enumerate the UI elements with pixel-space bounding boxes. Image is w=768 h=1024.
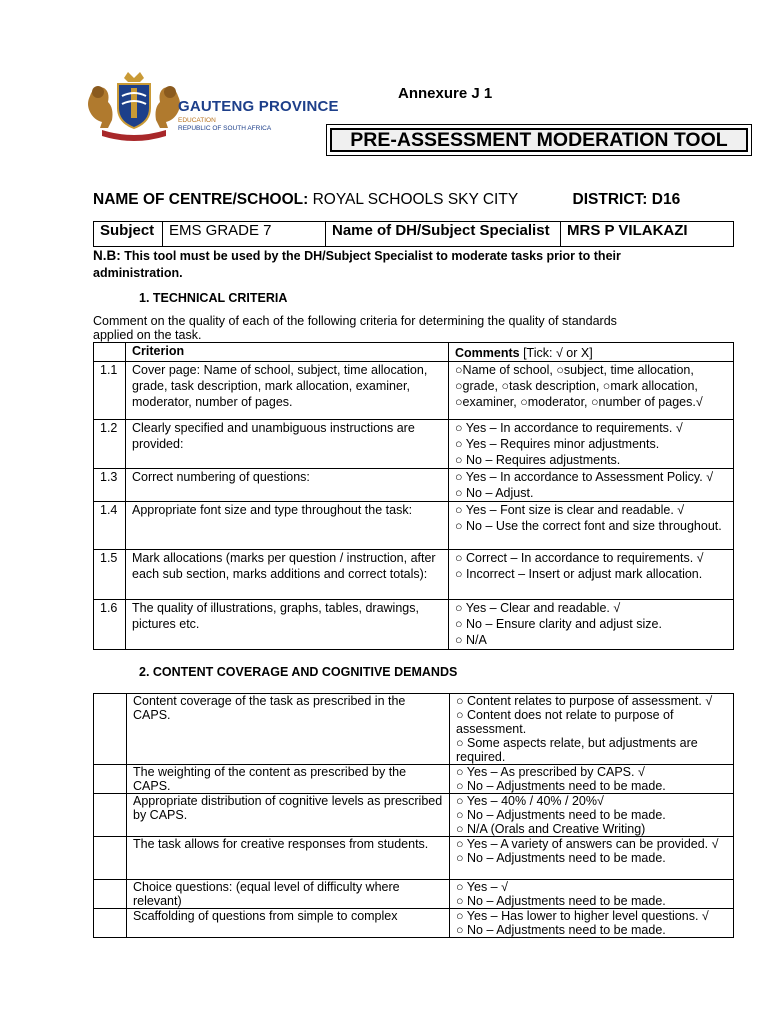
- coat-of-arms-icon: [84, 66, 184, 142]
- row-number: 1.1: [94, 362, 126, 420]
- subject-label: Subject: [100, 222, 155, 239]
- criterion-cell: The task allows for creative responses from students.: [127, 837, 450, 880]
- subject-value-cell: [163, 222, 326, 247]
- comment-option: ○grade, ○task description, ○mark allocation,: [455, 379, 698, 393]
- table-row: [94, 502, 734, 550]
- nb-label: N.B:: [93, 248, 121, 263]
- criterion-cell: Clearly specified and unambiguous instructions are provided:: [126, 420, 449, 469]
- table-row: [94, 837, 734, 880]
- comment-option: ○ No – Adjustments need to be made.: [456, 894, 666, 908]
- table-row: [94, 765, 734, 794]
- table-row: [94, 469, 734, 502]
- criterion-cell: Mark allocations (marks per question / instruction, after each sub section, marks additions and correct totals):: [126, 550, 449, 600]
- technical-criteria-rows: [94, 362, 734, 650]
- logo-province-name: GAUTENG PROVINCE: [178, 98, 339, 115]
- criterion-cell: Cover page: Name of school, subject, time allocation, grade, task description, mark allocation, examiner, moderator, number of pages.: [126, 362, 449, 420]
- comment-option: ○ Some aspects relate, but adjustments are required.: [456, 736, 698, 764]
- comments-cell: [449, 362, 734, 420]
- comments-cell: [449, 600, 734, 650]
- centre-line: [93, 191, 680, 209]
- title-frame: [326, 124, 752, 156]
- comment-option: ○ Yes – A variety of answers can be provided. √: [456, 837, 719, 851]
- comments-cell: [449, 469, 734, 502]
- dh-value: MRS P VILAKAZI: [567, 222, 688, 239]
- nb-note: [93, 247, 693, 282]
- comment-option: ○ Yes – Clear and readable. √: [455, 601, 621, 615]
- comment-option: ○ Content relates to purpose of assessment. √: [456, 694, 713, 708]
- comment-option: ○ Yes – 40% / 40% / 20%√: [456, 794, 604, 808]
- comment-option: ○ Yes – In accordance to requirements. √: [455, 421, 683, 435]
- comments-cell: [450, 837, 734, 880]
- row-number: 1.4: [94, 502, 126, 550]
- table-row: [94, 909, 734, 938]
- comment-option: ○ Content does not relate to purpose of assessment.: [456, 708, 674, 736]
- subject-row: [94, 222, 734, 247]
- district-value: D16: [651, 191, 681, 208]
- comment-option: ○ Yes – As prescribed by CAPS. √: [456, 765, 645, 779]
- comments-cell: [450, 765, 734, 794]
- row-number: [94, 765, 127, 794]
- logo-department: EDUCATION: [178, 117, 216, 124]
- comments-cell: [450, 694, 734, 765]
- criterion-cell: Content coverage of the task as prescribed in the CAPS.: [127, 694, 450, 765]
- nb-text: This tool must be used by the DH/Subject Specialist to moderate tasks prior to their administration.: [93, 249, 621, 280]
- row-number: [94, 880, 127, 909]
- logo-wordmark: [178, 98, 339, 133]
- comment-option: ○ Yes – Requires minor adjustments.: [455, 437, 660, 451]
- centre-value: ROYAL SCHOOLS SKY CITY: [312, 191, 518, 208]
- table-row: [94, 694, 734, 765]
- comment-option: ○ N/A: [455, 633, 487, 647]
- comment-option: ○ Correct – In accordance to requirements. √: [455, 551, 704, 565]
- row-number: 1.3: [94, 469, 126, 502]
- row-number: 1.6: [94, 600, 126, 650]
- content-coverage-table: [93, 693, 734, 938]
- table-row: [94, 550, 734, 600]
- criterion-cell: Choice questions: (equal level of difficulty where relevant): [127, 880, 450, 909]
- dh-value-cell: [561, 222, 734, 247]
- comments-cell: [450, 909, 734, 938]
- table-row: [94, 794, 734, 837]
- comment-option: ○ No – Adjustments need to be made.: [456, 779, 666, 793]
- comment-option: ○ Yes – Has lower to higher level questions. √: [456, 909, 709, 923]
- table-row: [94, 362, 734, 420]
- technical-criteria-table: [93, 342, 734, 650]
- subject-value: EMS GRADE 7: [169, 222, 272, 239]
- row-number: 1.5: [94, 550, 126, 600]
- section-1-heading: 1. TECHNICAL CRITERIA: [139, 291, 288, 305]
- comment-option: ○ No – Ensure clarity and adjust size.: [455, 617, 662, 631]
- criterion-cell: Scaffolding of questions from simple to complex: [127, 909, 450, 938]
- row-number: [94, 837, 127, 880]
- comments-tick-note: [Tick: √ or X]: [523, 346, 593, 360]
- comments-header-cell: [449, 343, 734, 362]
- comment-option: ○ No – Adjustments need to be made.: [456, 851, 666, 865]
- row-number: [94, 694, 127, 765]
- subject-table: [93, 221, 734, 247]
- document-title: PRE-ASSESSMENT MODERATION TOOL: [330, 128, 748, 152]
- subject-label-cell: [94, 222, 163, 247]
- table-row: [94, 420, 734, 469]
- comment-option: ○ No – Use the correct font and size throughout.: [455, 519, 722, 533]
- comments-cell: [449, 502, 734, 550]
- comment-option: ○examiner, ○moderator, ○number of pages.√: [455, 395, 703, 409]
- number-header-cell: [94, 343, 126, 362]
- comments-cell: [450, 794, 734, 837]
- criterion-header: Criterion: [132, 344, 185, 358]
- row-number: [94, 909, 127, 938]
- comment-option: ○ Yes – In accordance to Assessment Policy. √: [455, 470, 714, 484]
- content-coverage-rows: [94, 694, 734, 938]
- centre-label: NAME OF CENTRE/SCHOOL:: [93, 191, 309, 208]
- section-1-intro: Comment on the quality of each of the following criteria for determining the quality of standards applied on the task.: [93, 314, 617, 342]
- comments-cell: [449, 550, 734, 600]
- comment-option: ○ No – Adjust.: [455, 486, 534, 500]
- comment-option: ○ No – Requires adjustments.: [455, 453, 621, 467]
- comment-option: ○ Incorrect – Insert or adjust mark allocation.: [455, 567, 703, 581]
- comments-cell: [450, 880, 734, 909]
- district-label: DISTRICT:: [572, 191, 648, 208]
- row-number: 1.2: [94, 420, 126, 469]
- comments-cell: [449, 420, 734, 469]
- comments-header: Comments: [455, 346, 520, 360]
- comment-option: ○ No – Adjustments need to be made.: [456, 923, 666, 937]
- comment-option: ○Name of school, ○subject, time allocation,: [455, 363, 694, 377]
- criterion-header-cell: [126, 343, 449, 362]
- comment-option: ○ Yes – √: [456, 880, 508, 894]
- row-number: [94, 794, 127, 837]
- logo-country: REPUBLIC OF SOUTH AFRICA: [178, 125, 272, 132]
- table-row: [94, 600, 734, 650]
- criterion-cell: Appropriate distribution of cognitive levels as prescribed by CAPS.: [127, 794, 450, 837]
- criterion-cell: Correct numbering of questions:: [126, 469, 449, 502]
- annexure-label: Annexure J 1: [398, 85, 493, 102]
- comment-option: ○ Yes – Font size is clear and readable. √: [455, 503, 685, 517]
- criterion-cell: The quality of illustrations, graphs, tables, drawings, pictures etc.: [126, 600, 449, 650]
- criterion-cell: The weighting of the content as prescribed by the CAPS.: [127, 765, 450, 794]
- table-row: [94, 880, 734, 909]
- section-2-heading: 2. CONTENT COVERAGE AND COGNITIVE DEMANDS: [139, 665, 458, 679]
- comment-option: ○ N/A (Orals and Creative Writing): [456, 822, 646, 836]
- criterion-cell: Appropriate font size and type throughout the task:: [126, 502, 449, 550]
- dh-label: Name of DH/Subject Specialist: [332, 222, 550, 239]
- table-header-row: [94, 343, 734, 362]
- comment-option: ○ No – Adjustments need to be made.: [456, 808, 666, 822]
- dh-label-cell: [326, 222, 561, 247]
